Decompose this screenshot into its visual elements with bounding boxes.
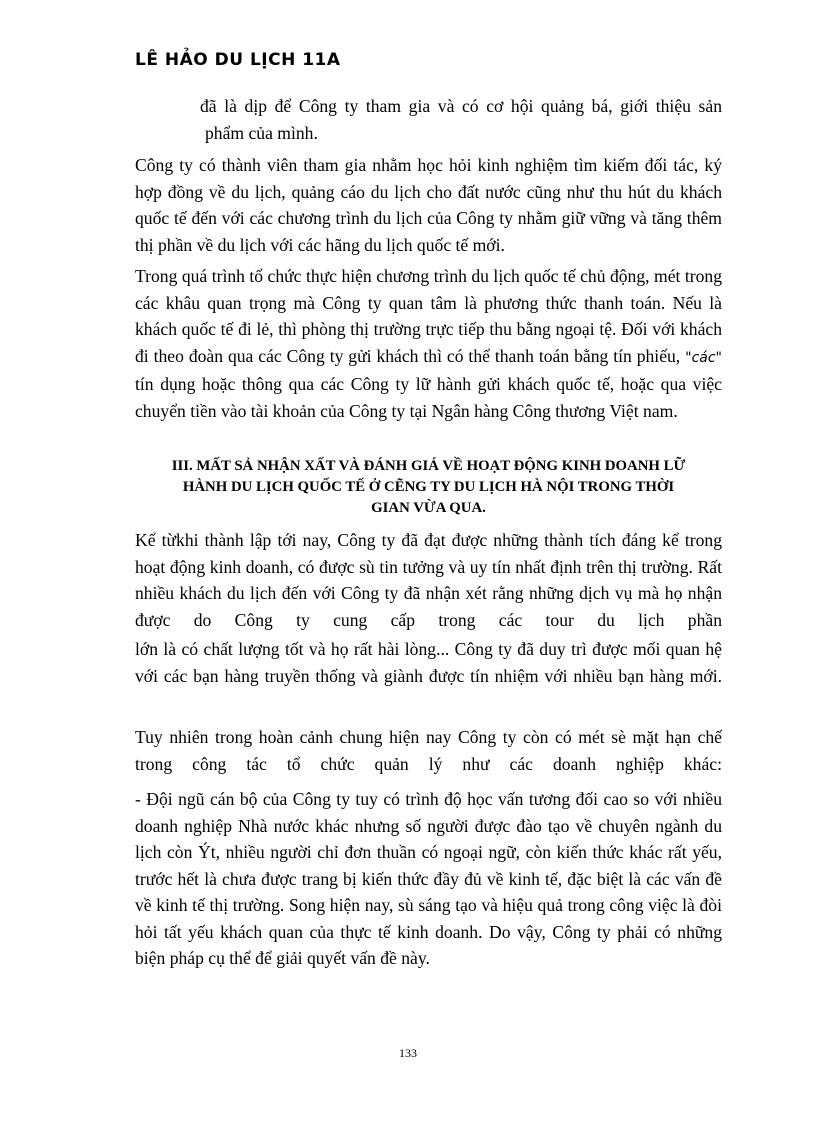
paragraph-2-italic: "các" bbox=[685, 349, 722, 366]
intro-line-1: đã là dịp để Công ty tham gia và có cơ hội quảng bá, giới thiệu sản bbox=[200, 96, 722, 116]
paragraph-3b: lớn là có chất lượng tốt và họ rất hài lòng... Công ty đã duy trì được mối quan hệ với các bạn hàng truyền thống và giành được tín nhiệm với nhiều bạn hàng mới. bbox=[135, 639, 722, 686]
paragraph-2-text-a: Trong quá trình tổ chức thực hiện chương trình du lịch quốc tế chủ động, mét trong các khâu quan trọng mà Công ty quan tâm là phương thức thanh toán. Nếu là khách quốc tế đi lẻ, thì phòng thị trường trực tiếp thu bằng ngoại tệ. Đối với khách đi theo đoàn qua các Công ty gửi khách thì có thể thanh toán bằng tín phiếu, bbox=[135, 266, 722, 366]
section-heading-line-1: III. MẤT SẢ NHẬN XẤT VÀ ĐÁNH GIÁ VỀ HOẠT ĐỘNG KINH DOANH LỮ bbox=[171, 458, 686, 474]
paragraph-2-text-b: tín dụng hoặc thông qua các Công ty lữ hành gửi khách quốc tế, hoặc qua việc chuyển tiền vào tài khoản của Công ty tại Ngân hàng Công thương Việt nam. bbox=[135, 374, 722, 421]
paragraph-1: Công ty có thành viên tham gia nhằm học hỏi kinh nghiệm tìm kiếm đối tác, ký hợp đồng về du lịch, quảng cáo du lịch cho đất nước cũng như thu hút du khách quốc tế đến với các chương trình du lịch của Công ty nhằm giữ vững và tăng thêm thị phần về du lịch với các hãng du lịch quốc tế mới. bbox=[135, 155, 722, 255]
page-header: LÊ HẢO DU LỊCH 11A bbox=[135, 50, 341, 70]
section-heading-line-2: HÀNH DU LỊCH QUỐC TẾ Ở CẼNG TY DU LỊCH HÀ NỘI TRONG THỜI bbox=[182, 479, 675, 495]
paragraph-4: Tuy nhiên trong hoàn cảnh chung hiện nay Công ty còn có mét sè mặt hạn chế trong công tác tổ chức quản lý như các doanh nghiệp khác: bbox=[135, 727, 722, 774]
page-number: 133 bbox=[399, 1046, 417, 1060]
section-heading bbox=[140, 456, 717, 519]
section-heading-line-3: GIAN VỪA QUA. bbox=[371, 500, 486, 516]
intro-paragraph bbox=[200, 93, 722, 146]
intro-line-2: phẩm của mình. bbox=[205, 122, 318, 143]
paragraph-3a: Kể từkhi thành lập tới nay, Công ty đã đạt được những thành tích đáng kể trong hoạt động kinh doanh, có được sù tin tưởng và uy tín nhất định trên thị trường. Rất nhiều khách du lịch đến với Công ty đã nhận xét rằng những dịch vụ mà họ nhận được do Công ty cung cấp trong các tour du lịch phần bbox=[135, 530, 722, 630]
paragraph-2 bbox=[135, 263, 722, 424]
paragraph-5: - Đội ngũ cán bộ của Công ty tuy có trình độ học vấn tương đối cao so với nhiều doanh nghiệp Nhà nước khác nhưng số người được đào tạo về chuyên ngành du lịch còn Ýt, nhiều người chỉ đơn thuần có ngoại ngữ, còn kiến thức khác rất yếu, trước hết là chưa được trang bị kiến thức đầy đủ về kinh tế, đặc biệt là các vấn đề về kinh tế thị trường. Song hiện nay, sù sáng tạo và hiệu quả trong công việc là đòi hỏi tất yếu khách quan của thực tế kinh doanh. Do vậy, Công ty phải có những biện pháp cụ thể để giải quyết vấn đề này. bbox=[135, 789, 722, 968]
